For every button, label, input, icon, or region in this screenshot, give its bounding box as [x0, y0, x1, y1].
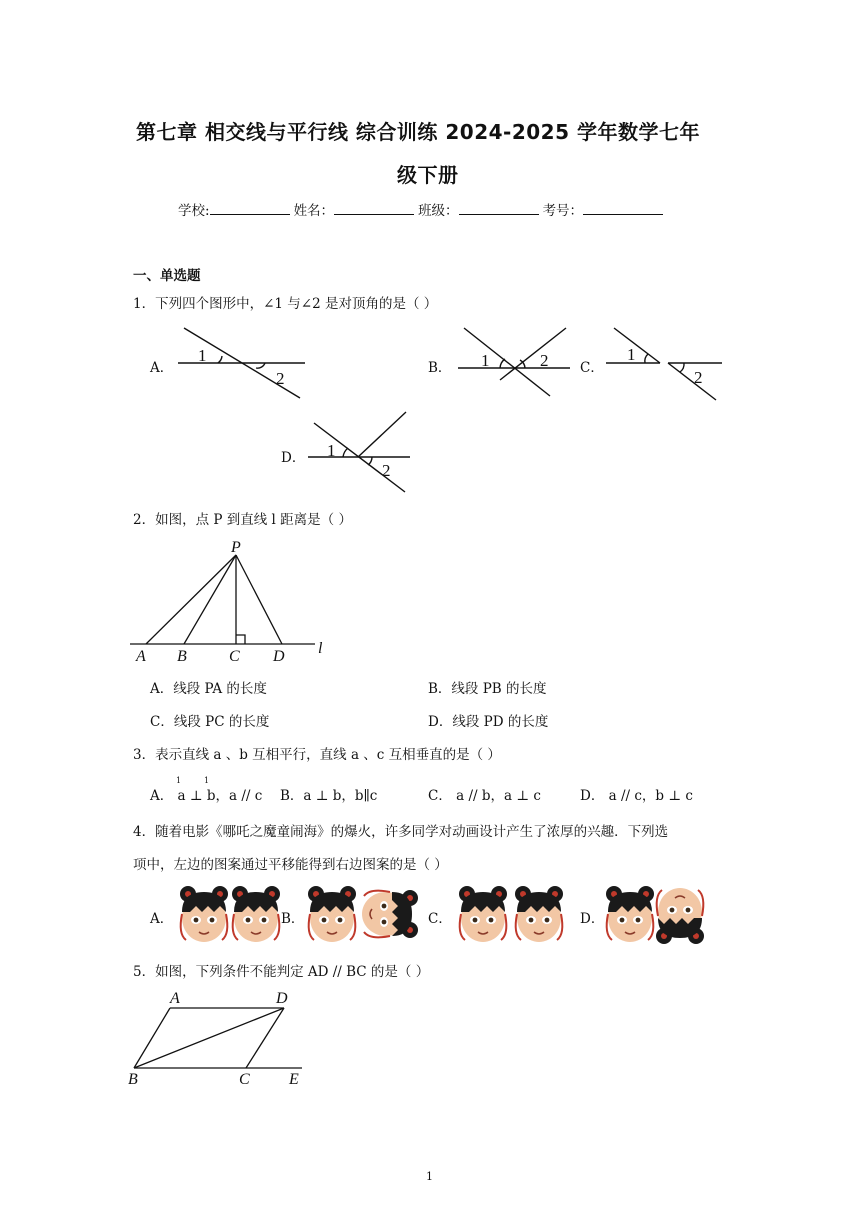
q1-label-b: B． — [428, 360, 452, 376]
q2-option-c[interactable]: C．线段 PC 的长度 — [150, 714, 270, 730]
q5-point-d: D — [276, 990, 288, 1007]
q1-c-angle-1: 1 — [627, 345, 636, 364]
q1-label-c: C． — [580, 360, 604, 376]
q1-c-angle-2: 2 — [694, 368, 703, 387]
q3-option-d[interactable]: D． a // c，b ⊥ c — [580, 788, 693, 804]
page-number: 1 — [426, 1170, 433, 1183]
name-label: 姓名： — [293, 203, 335, 219]
page-title-line1: 第七章 相交线与平行线 综合训练 2024-2025 学年数学七年 — [136, 120, 700, 144]
q2-option-d[interactable]: D．线段 PD 的长度 — [428, 714, 549, 730]
q1-a-angle-2: 2 — [276, 369, 285, 388]
q3-option-b[interactable]: B．a ⊥ b，b∥c — [280, 788, 378, 804]
q1-a-angle-1: 1 — [198, 346, 207, 365]
q2-point-d: D — [273, 648, 285, 665]
q4-label-a[interactable]: A． — [150, 911, 174, 927]
q1-b-angle-1: 1 — [481, 351, 490, 370]
q5-point-e: E — [289, 1071, 299, 1088]
q4-label-d[interactable]: D． — [580, 911, 605, 927]
q4-stem-line2: 项中，左边的图案通过平移能得到右边图案的是（ ） — [133, 857, 448, 873]
q1-d-angle-1: 1 — [327, 441, 336, 460]
section-heading: 一、单选题 — [133, 268, 201, 284]
q2-point-c: C — [229, 648, 240, 665]
q3-tiny-mark-2: 1 — [204, 776, 210, 785]
q1-label-d: D． — [281, 450, 306, 466]
page-title-line2: 级下册 — [397, 163, 459, 187]
q5-point-a: A — [170, 990, 180, 1007]
q4-stem-line1: 4．随着电影《哪吒之魔童闹海》的爆火，许多同学对动画设计产生了浓厚的兴趣．下列选 — [133, 824, 669, 840]
q2-point-p: P — [231, 539, 241, 556]
q2-line-l: l — [318, 640, 323, 657]
q5-point-b: B — [128, 1071, 138, 1088]
q2-point-b: B — [177, 648, 187, 665]
q1-label-a: A． — [150, 360, 174, 376]
q2-stem: 2．如图，点 P 到直线 l 距离是（ ） — [133, 512, 352, 528]
q3-option-a[interactable]: A． a ⊥ b，a // c — [150, 788, 263, 804]
number-label: 考号： — [542, 203, 584, 219]
class-label: 班级： — [418, 203, 459, 219]
q3-stem: 3．表示直线 a 、b 互相平行，直线 a 、c 互相垂直的是（ ） — [133, 747, 501, 763]
q2-point-a: A — [136, 648, 146, 665]
q1-d-angle-2: 2 — [382, 461, 391, 480]
q2-option-b[interactable]: B．线段 PB 的长度 — [428, 681, 547, 697]
q3-option-c[interactable]: C． a // b，a ⊥ c — [428, 788, 541, 804]
school-label: 学校: — [178, 203, 210, 219]
q4-label-b[interactable]: B． — [281, 911, 305, 927]
q2-option-a[interactable]: A．线段 PA 的长度 — [150, 681, 267, 697]
q5-point-c: C — [239, 1071, 250, 1088]
q5-stem: 5．如图，下列条件不能判定 AD // BC 的是（ ） — [133, 964, 430, 980]
q1-stem: 1．下列四个图形中，∠1 与∠2 是对顶角的是（ ） — [133, 296, 438, 312]
q4-label-c[interactable]: C． — [428, 911, 452, 927]
q3-tiny-mark-1: 1 — [176, 776, 182, 785]
q1-b-angle-2: 2 — [540, 351, 549, 370]
